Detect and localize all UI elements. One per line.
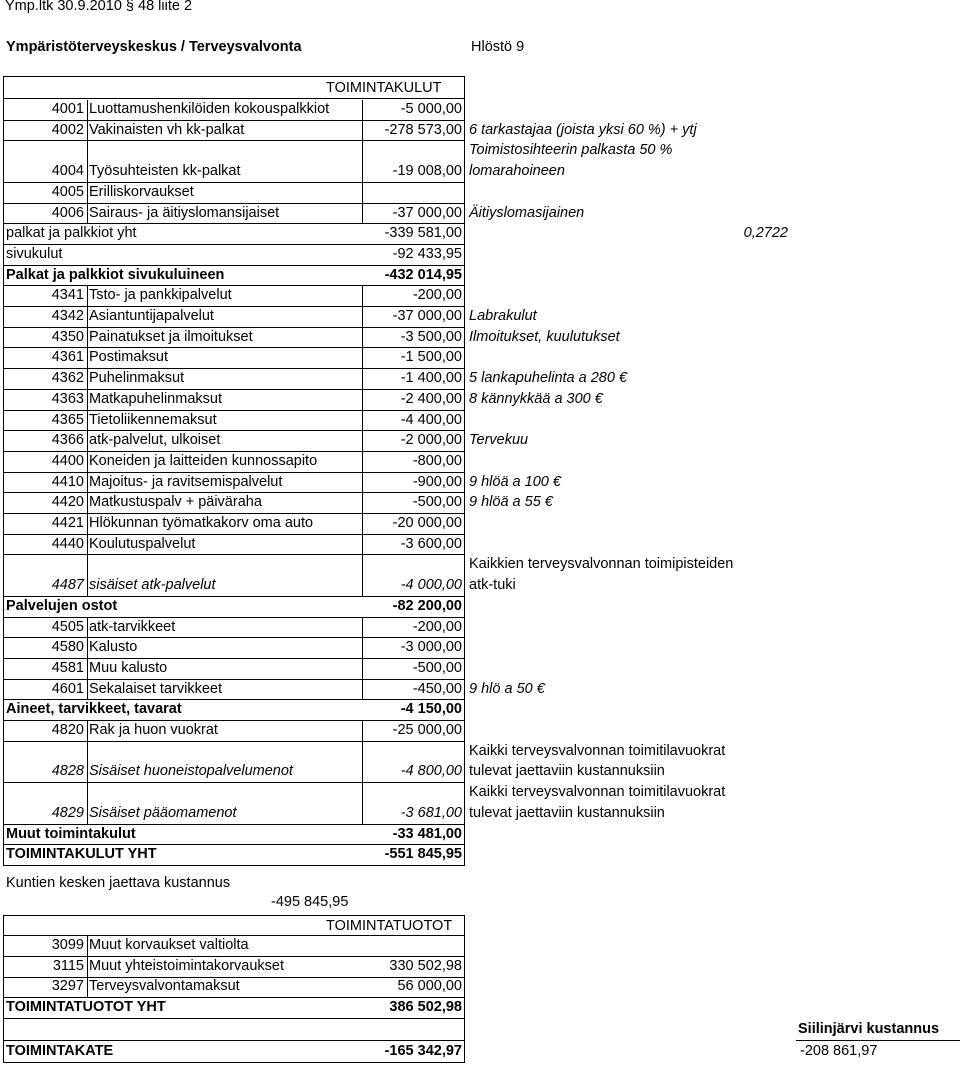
account-name: Erilliskorvaukset [89, 183, 194, 200]
grid-left [3, 76, 4, 865]
account-code: 4828 [51, 763, 84, 780]
account-name: sisäiset atk-palvelut [89, 577, 216, 594]
note: 9 hlöä a 55 € [469, 494, 553, 511]
code-separator [87, 742, 88, 783]
name-separator [362, 742, 363, 783]
account-name: Puhelinmaksut [89, 370, 185, 387]
note: Kaikki terveysvalvonnan toimitilavuokrat [469, 784, 726, 801]
income-name: Muut yhteistoimintakorvaukset [89, 958, 285, 974]
account-code: 4400 [51, 452, 84, 469]
account-code: 4440 [51, 535, 84, 552]
note: Labrakulut [469, 308, 537, 324]
code-separator [87, 783, 88, 824]
account-code: 4829 [51, 804, 84, 821]
amount: -339 581,00 [384, 225, 462, 242]
note: 9 hlöä a 100 € [469, 473, 561, 490]
row-border [3, 782, 465, 783]
income-name: Terveysvalvontamaksut [89, 978, 240, 994]
income-top-border [3, 915, 465, 916]
code-separator [87, 328, 88, 349]
name-separator [362, 555, 363, 596]
account-code: 4005 [51, 183, 84, 200]
row-label: Muut toimintakulut [6, 825, 136, 842]
name-separator [362, 431, 363, 452]
row-border [3, 741, 465, 742]
note-continued: atk-tuki [469, 577, 516, 594]
income-code-separator [87, 957, 88, 978]
note: Kaikkien terveysvalvonnan toimipisteiden [469, 556, 734, 573]
income-grid-right [464, 915, 465, 1042]
account-name: Vakinaisten vh kk-palkat [89, 121, 245, 138]
amount: -800,00 [412, 452, 462, 469]
account-code: 4350 [51, 328, 84, 345]
amount: -4 000,00 [400, 577, 462, 594]
note: 8 kännykkää a 300 € [469, 390, 603, 407]
amount: -20 000,00 [392, 515, 462, 531]
name-separator [362, 659, 363, 680]
account-name: Tsto- ja pankkipalvelut [89, 287, 232, 304]
income-code-separator [87, 977, 88, 998]
account-name: Tietoliikennemaksut [89, 411, 217, 428]
code-separator [87, 452, 88, 473]
name-separator [362, 141, 363, 182]
row-label: palkat ja palkkiot yht [6, 225, 137, 242]
amount: -3 681,00 [400, 804, 462, 821]
row-label: Palkat ja palkkiot sivukuluineen [6, 266, 225, 283]
code-separator [87, 204, 88, 225]
amount: -3 500,00 [400, 328, 462, 345]
result-top-border [3, 1040, 465, 1041]
note: Tervekuu [469, 432, 529, 449]
row-border [3, 554, 465, 555]
account-code: 4421 [51, 515, 84, 531]
name-separator [362, 638, 363, 659]
account-code: 4820 [51, 722, 84, 738]
costs-title-underline [3, 98, 465, 99]
note: 6 tarkastajaa (joista yksi 60 %) + ytj [469, 121, 697, 138]
name-separator [362, 411, 363, 432]
account-code: 4002 [51, 121, 84, 138]
account-code: 4581 [51, 659, 84, 676]
amount: -500,00 [412, 659, 462, 676]
amount: -19 008,00 [392, 163, 462, 180]
income-code: 3099 [51, 937, 84, 953]
code-separator [87, 348, 88, 369]
code-separator [87, 100, 88, 121]
account-code: 4580 [51, 639, 84, 656]
name-separator [362, 286, 363, 307]
amount: -37 000,00 [392, 308, 462, 324]
account-name: Sekalaiset tarvikkeet [89, 680, 222, 697]
income-section-title: TOIMINTATUOTOT [326, 918, 453, 934]
account-code: 4363 [51, 390, 84, 407]
name-separator [362, 183, 363, 204]
row-label: Palvelujen ostot [6, 597, 118, 614]
amount: -5 000,00 [400, 101, 462, 117]
account-name: Matkustuspalv + päiväraha [89, 494, 262, 511]
account-name: Sisäiset huoneistopalvelumenot [89, 763, 293, 780]
name-separator [362, 721, 363, 742]
grid-right [464, 76, 465, 865]
income-code: 3115 [52, 958, 84, 974]
code-separator [87, 618, 88, 639]
staff-count: Hlöstö 9 [471, 39, 525, 55]
table-top-border [3, 76, 465, 77]
result-amount: -165 342,97 [384, 1043, 462, 1059]
note: Ilmoitukset, kuulutukset [469, 328, 620, 345]
name-separator [362, 390, 363, 411]
header-top-line: Ymp.ltk 30.9.2010 § 48 liite 2 [5, 0, 193, 14]
note: 9 hlö a 50 € [469, 680, 545, 697]
name-separator [362, 618, 363, 639]
note-continued: lomarahoineen [469, 163, 565, 180]
amount: -1 400,00 [400, 370, 462, 387]
account-name: Työsuhteisten kk-palkat [89, 163, 241, 180]
account-code: 4365 [51, 411, 84, 428]
account-code: 4410 [51, 473, 84, 490]
code-separator [87, 535, 88, 556]
income-name: Muut korvaukset valtiolta [89, 937, 249, 953]
code-separator [87, 307, 88, 328]
code-separator [87, 121, 88, 142]
amount: -2 400,00 [400, 390, 462, 407]
code-separator [87, 514, 88, 535]
income-grid-left [3, 915, 4, 1042]
ratio-value: 0,2722 [743, 225, 788, 242]
shared-cost-label: Kuntien kesken jaettava kustannus [6, 875, 231, 891]
income-code: 3297 [51, 978, 84, 994]
account-name: Koneiden ja laitteiden kunnossapito [89, 452, 318, 469]
note-continued: tulevat jaettaviin kustannuksiin [469, 804, 665, 821]
row-label: sivukulut [6, 245, 63, 262]
code-separator [87, 473, 88, 494]
name-separator [362, 348, 363, 369]
amount: -200,00 [412, 618, 462, 635]
name-separator [362, 328, 363, 349]
costs-section-title: TOIMINTAKULUT [326, 80, 442, 96]
row-border [3, 865, 465, 866]
account-name: Rak ja huon vuokrat [89, 722, 218, 738]
name-separator [362, 783, 363, 824]
name-separator [362, 535, 363, 556]
account-code: 4342 [51, 308, 84, 324]
account-code: 4366 [51, 432, 84, 449]
account-name: Matkapuhelinmaksut [89, 390, 222, 407]
income-total-border [3, 1018, 465, 1019]
siilinjarvi-border [796, 1040, 960, 1041]
siilinjarvi-label: Siilinjärvi kustannus [798, 1021, 940, 1037]
code-separator [87, 638, 88, 659]
code-separator [87, 493, 88, 514]
name-separator [362, 307, 363, 328]
account-code: 4341 [51, 287, 84, 304]
amount: -82 200,00 [392, 597, 462, 614]
note: Toimistosihteerin palkasta 50 % [469, 142, 673, 159]
code-separator [87, 286, 88, 307]
account-code: 4004 [51, 163, 84, 180]
code-separator [87, 721, 88, 742]
code-separator [87, 141, 88, 182]
amount: -3 600,00 [400, 535, 462, 552]
row-label: Aineet, tarvikkeet, tavarat [6, 701, 182, 718]
row-label: TOIMINTAKULUT YHT [6, 846, 157, 863]
amount: -92 433,95 [392, 245, 462, 262]
result-grid-left [3, 1040, 4, 1062]
note-continued: tulevat jaettaviin kustannuksiin [469, 763, 665, 780]
name-separator [362, 514, 363, 535]
account-name: Koulutuspalvelut [89, 535, 196, 552]
note: Äitiyslomasijainen [469, 204, 585, 221]
amount: -551 845,95 [384, 846, 462, 863]
amount: -33 481,00 [392, 825, 462, 842]
result-label: TOIMINTAKATE [6, 1043, 114, 1059]
amount: -4 150,00 [400, 701, 462, 718]
account-code: 4487 [51, 577, 84, 594]
name-separator [362, 452, 363, 473]
income-amount: 330 502,98 [389, 958, 462, 974]
amount: -432 014,95 [384, 266, 462, 283]
result-bottom-border [3, 1062, 465, 1063]
siilinjarvi-amount: -208 861,97 [800, 1043, 878, 1059]
account-name: atk-tarvikkeet [89, 618, 176, 635]
amount: -2 000,00 [400, 432, 462, 449]
amount: -25 000,00 [392, 722, 462, 738]
account-name: Majoitus- ja ravitsemispalvelut [89, 473, 283, 490]
code-separator [87, 390, 88, 411]
income-total-amount: 386 502,98 [389, 999, 462, 1015]
note: 5 lankapuhelinta a 280 € [469, 370, 628, 387]
account-name: Muu kalusto [89, 659, 168, 676]
account-code: 4420 [51, 494, 84, 511]
code-separator [87, 659, 88, 680]
amount: -900,00 [412, 473, 462, 490]
account-name: Sisäiset pääomamenot [89, 804, 237, 821]
name-separator [362, 100, 363, 121]
amount: -450,00 [412, 680, 462, 697]
account-code: 4601 [51, 680, 84, 697]
code-separator [87, 680, 88, 701]
account-code: 4006 [51, 204, 84, 221]
result-grid-right [464, 1040, 465, 1062]
name-separator [362, 680, 363, 701]
name-separator [362, 204, 363, 225]
name-separator [362, 473, 363, 494]
code-separator [87, 555, 88, 596]
account-name: atk-palvelut, ulkoiset [89, 432, 221, 449]
amount: -4 800,00 [400, 763, 462, 780]
amount: -3 000,00 [400, 639, 462, 656]
code-separator [87, 183, 88, 204]
income-amount: 56 000,00 [397, 978, 462, 994]
account-code: 4001 [51, 101, 84, 117]
account-name: Painatukset ja ilmoitukset [89, 328, 253, 345]
account-code: 4362 [51, 370, 84, 387]
code-separator [87, 369, 88, 390]
note: Kaikki terveysvalvonnan toimitilavuokrat [469, 742, 726, 759]
account-name: Luottamushenkilöiden kokouspalkkiot [89, 101, 330, 117]
name-separator [362, 493, 363, 514]
code-separator [87, 411, 88, 432]
department-title: Ympäristöterveyskeskus / Terveysvalvonta [6, 39, 302, 55]
shared-cost-amount: -495 845,95 [271, 894, 349, 910]
amount: -4 400,00 [400, 411, 462, 428]
account-name: Postimaksut [89, 349, 168, 366]
account-name: Asiantuntijapalvelut [89, 308, 214, 324]
amount: -37 000,00 [392, 204, 462, 221]
code-separator [87, 431, 88, 452]
income-total-label: TOIMINTATUOTOT YHT [6, 999, 166, 1015]
account-name: Kalusto [89, 639, 138, 656]
amount: -200,00 [412, 287, 462, 304]
amount: -278 573,00 [384, 121, 462, 138]
account-code: 4505 [51, 618, 84, 635]
row-border [3, 140, 465, 141]
name-separator [362, 369, 363, 390]
name-separator [362, 121, 363, 142]
amount: -500,00 [412, 494, 462, 511]
account-name: Sairaus- ja äitiyslomansijaiset [89, 204, 280, 221]
account-name: Hlökunnan työmatkakorv oma auto [89, 515, 314, 531]
income-code-separator [87, 936, 88, 957]
amount: -1 500,00 [400, 349, 462, 366]
account-code: 4361 [51, 349, 84, 366]
